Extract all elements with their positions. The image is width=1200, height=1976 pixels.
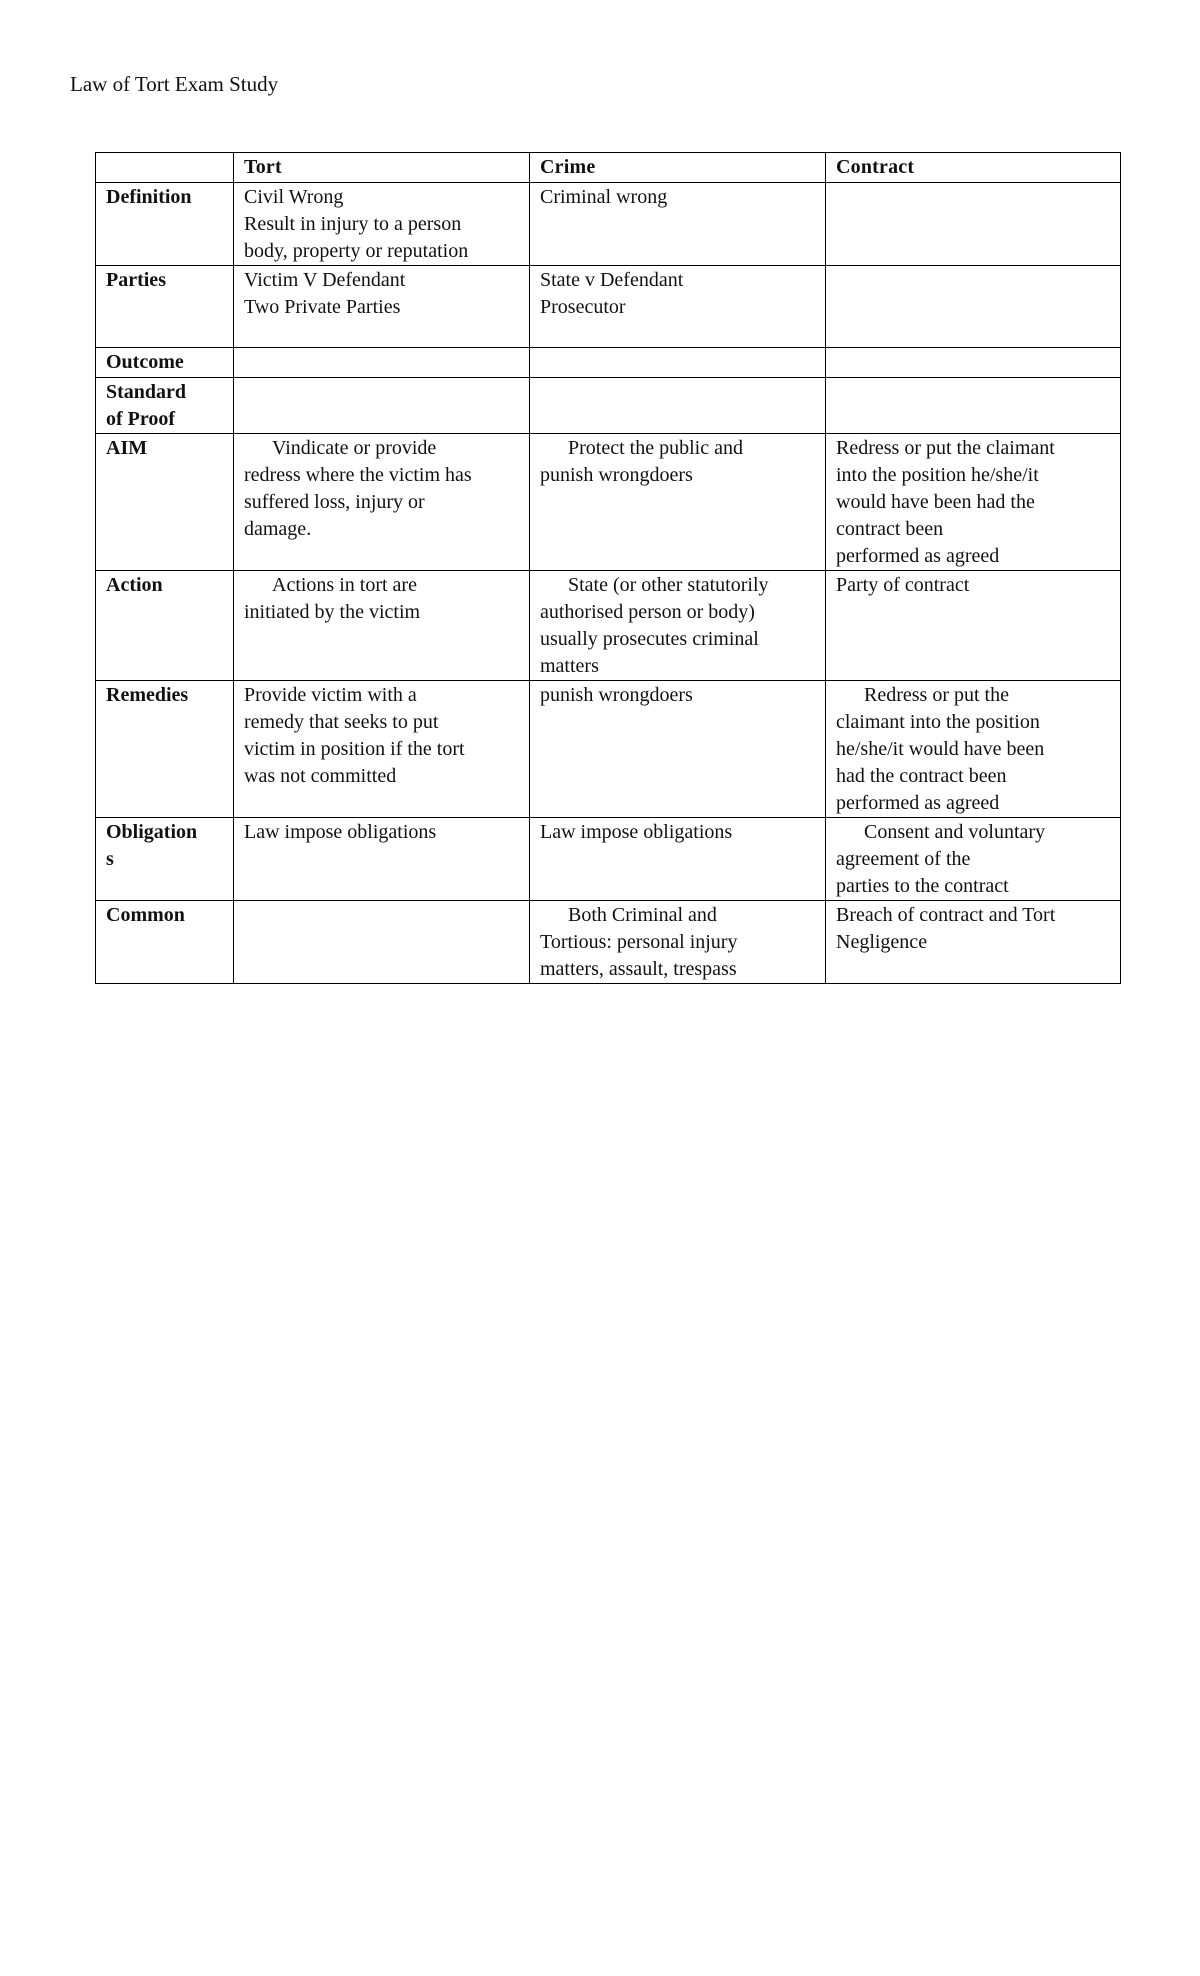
cell-tort: [234, 378, 530, 434]
cell-line: Law impose obligations: [244, 821, 437, 843]
cell-line: punish wrongdoers: [540, 464, 693, 486]
cell-line: Redress or put the: [864, 684, 1009, 706]
cell-tort: [234, 183, 530, 266]
cell-line: suffered loss, injury or: [244, 491, 425, 513]
cell-line: parties to the contract: [836, 875, 1009, 897]
cell-line: claimant into the position: [836, 711, 1040, 733]
cell-line: Both Criminal and: [568, 904, 717, 926]
cell-crime: [530, 571, 826, 681]
comparison-table: [95, 152, 1121, 984]
cell-contract: [826, 183, 1121, 266]
cell-line: Victim V Defendant: [244, 269, 406, 291]
cell-crime: [530, 818, 826, 901]
cell-tort: [234, 818, 530, 901]
header-tort: Tort: [234, 153, 530, 183]
cell-line: initiated by the victim: [244, 601, 421, 623]
cell-line: Breach of contract and Tort: [836, 904, 1056, 926]
document-title: Law of Tort Exam Study: [70, 72, 279, 96]
cell-line: was not committed: [244, 765, 397, 787]
cell-line: Tortious: personal injury: [540, 931, 738, 953]
cell-tort: [234, 901, 530, 984]
header-empty: [96, 153, 234, 183]
cell-crime: [530, 378, 826, 434]
row-label-parties: Parties: [96, 266, 234, 348]
cell-line: State v Defendant: [540, 269, 684, 291]
cell-line: redress where the victim has: [244, 464, 472, 486]
cell-contract: [826, 571, 1121, 681]
header-crime: Crime: [530, 153, 826, 183]
label-line: Standard: [106, 381, 187, 403]
cell-line: contract been: [836, 518, 944, 540]
cell-line: performed as agreed: [836, 545, 1000, 567]
cell-contract: [826, 378, 1121, 434]
row-label-definition: Definition: [96, 183, 234, 266]
cell-line: usually prosecutes criminal: [540, 628, 759, 650]
cell-line: damage.: [244, 518, 312, 540]
cell-line: he/she/it would have been: [836, 738, 1045, 760]
cell-line: Consent and voluntary: [864, 821, 1046, 843]
cell-contract: [826, 818, 1121, 901]
cell-line: remedy that seeks to put: [244, 711, 439, 733]
row-label-remedies: Remedies: [96, 681, 234, 818]
cell-contract: [826, 434, 1121, 571]
cell-line: Law impose obligations: [540, 821, 733, 843]
cell-line: Redress or put the claimant: [836, 437, 1055, 459]
cell-line: matters: [540, 655, 599, 677]
cell-tort: [234, 434, 530, 571]
cell-crime: [530, 681, 826, 818]
cell-line: Provide victim with a: [244, 684, 417, 706]
table-row: [96, 818, 1121, 901]
cell-tort: [234, 348, 530, 378]
cell-line: punish wrongdoers: [540, 684, 693, 706]
cell-crime: [530, 183, 826, 266]
cell-line: Protect the public and: [568, 437, 743, 459]
cell-line: Result in injury to a person: [244, 213, 462, 235]
table-row: [96, 434, 1121, 571]
table-row: [96, 266, 1121, 348]
cell-tort: [234, 266, 530, 348]
cell-line: Prosecutor: [540, 296, 626, 318]
row-label-action: Action: [96, 571, 234, 681]
row-label-outcome: Outcome: [96, 348, 234, 378]
cell-contract: [826, 348, 1121, 378]
row-label-common: Common: [96, 901, 234, 984]
cell-crime: [530, 348, 826, 378]
cell-line: Two Private Parties: [244, 296, 401, 318]
cell-line: body, property or reputation: [244, 240, 469, 262]
cell-line: Vindicate or provide: [272, 437, 437, 459]
cell-tort: [234, 571, 530, 681]
label-line: Obligation: [106, 821, 198, 843]
cell-line: Party of contract: [836, 574, 970, 596]
cell-line: Civil Wrong: [244, 186, 344, 208]
cell-line: victim in position if the tort: [244, 738, 465, 760]
label-line: s: [106, 848, 114, 870]
cell-contract: [826, 266, 1121, 348]
cell-line: State (or other statutorily: [568, 574, 769, 596]
table-row: [96, 901, 1121, 984]
row-label-obligations: [96, 818, 234, 901]
header-contract: Contract: [826, 153, 1121, 183]
table-row: [96, 183, 1121, 266]
label-line: of Proof: [106, 408, 176, 430]
cell-line: matters, assault, trespass: [540, 958, 737, 980]
table-row: [96, 348, 1121, 378]
table-header-row: [96, 153, 1121, 183]
row-label-aim: AIM: [96, 434, 234, 571]
cell-line: Negligence: [836, 931, 928, 953]
cell-line: had the contract been: [836, 765, 1007, 787]
cell-line: authorised person or body): [540, 601, 755, 623]
cell-crime: [530, 434, 826, 571]
cell-contract: [826, 681, 1121, 818]
cell-line: performed as agreed: [836, 792, 1000, 814]
table-row: [96, 378, 1121, 434]
cell-line: would have been had the: [836, 491, 1035, 513]
cell-tort: [234, 681, 530, 818]
cell-crime: [530, 901, 826, 984]
cell-line: into the position he/she/it: [836, 464, 1039, 486]
cell-line: Actions in tort are: [272, 574, 417, 596]
row-label-standard-of-proof: [96, 378, 234, 434]
cell-line: agreement of the: [836, 848, 971, 870]
cell-contract: [826, 901, 1121, 984]
table-row: [96, 571, 1121, 681]
cell-line: Criminal wrong: [540, 186, 668, 208]
cell-crime: [530, 266, 826, 348]
table-row: [96, 681, 1121, 818]
